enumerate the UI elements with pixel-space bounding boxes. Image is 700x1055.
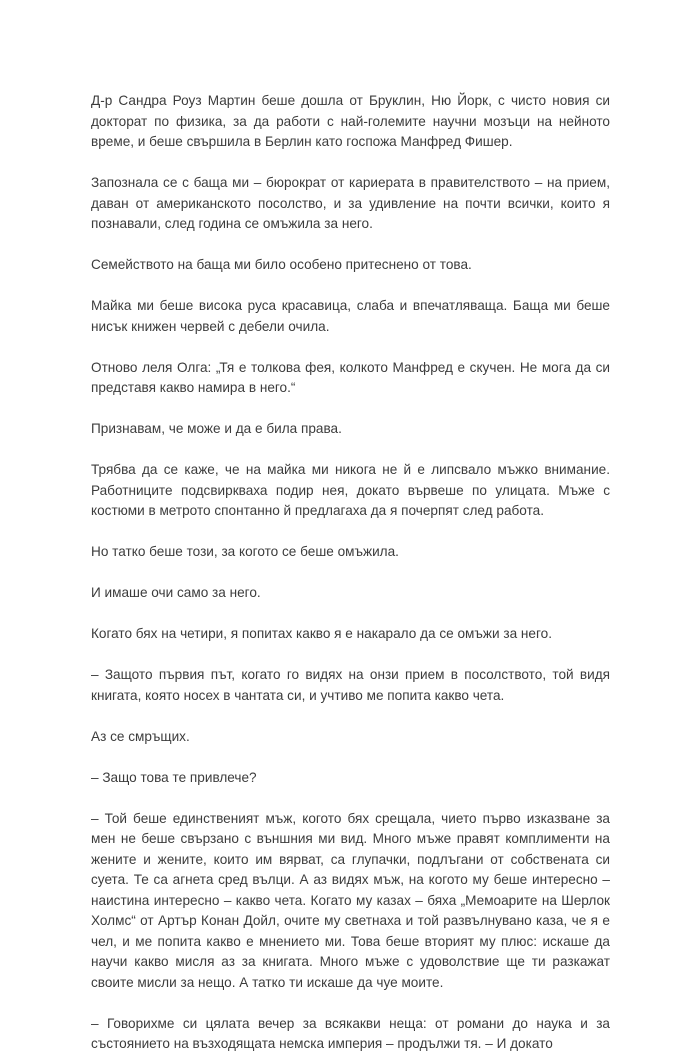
paragraph: Отново леля Олга: „Тя е толкова фея, колкото Манфред е скучен. Не мога да си представя какво намира в него.“ (91, 359, 610, 395)
paragraph: Д-р Сандра Роуз Мартин беше дошла от Бруклин, Ню Йорк, с чисто новия си докторат по физика, за да работи с най-големите научни мозъци на нейното време, и беше свършила в Берлин като госпожа Манфред Фишер. (91, 93, 610, 149)
paragraph: – Той беше единственият мъж, когото бях срещала, чието първо изказване за мен не беше свързано с външния ми вид. Много мъже правят комплименти на жените и жените, които им вярват, са глупачки, подлъгани от собствената си суета. Те са агнета сред вълци. А аз видях мъж, на когото му беше интересно – наистина интересно – какво чета. Когато му казах – бяха „Мемоарите на Шерлок Холмс“ от Артър Конан Дойл, очите му светнаха и той развълнувано каза, че я е чел, и ме попита какво е мнението ми. Това беше вторият му плюс: искаше да научи какво мисля аз за книгата. Много мъже с удоволствие ще ти разкажат своите мисли за нещо. А татко ти искаше да чуе моите. (91, 810, 610, 990)
paragraph: – Говорихме си цялата вечер за всякакви неща: от романи до наука и за състоянието на възходящата немска империя – продължи тя. – И докато (91, 1015, 610, 1051)
paragraph: Признавам, че може и да е била права. (91, 421, 342, 436)
paragraph: Когато бях на четири, я попитах какво я е накарало да се омъжи за него. (91, 626, 552, 641)
paragraph: – Защото първия път, когато го видях на онзи прием в посолството, той видя книгата, която носех в чантата си, и учтиво ме попита какво чета. (91, 667, 610, 703)
paragraph: – Защо това те привлече? (91, 769, 257, 785)
paragraph: Аз се смръщих. (91, 728, 190, 744)
paragraph: Трябва да се каже, че на майка ми никога не й е липсвало мъжко внимание. Работниците подсвиркваха подир нея, докато вървеше по улицата. Мъже с костюми в метрото спонтанно й предлагаха да я почерпят след работа. (91, 462, 610, 518)
body-text (91, 91, 610, 1055)
paragraph: Семейството на баща ми било особено притеснено от това. (91, 257, 472, 272)
paragraph: Запознала се с баща ми – бюрократ от кариерата в правителството – на прием, даван от американското посолство, и за удивление на почти всички, които я познавали, след година се омъжила за него. (91, 175, 610, 231)
paragraph: И имаше очи само за него. (91, 585, 261, 600)
paragraph: Майка ми беше висока руса красавица, слаба и впечатляваща. Баща ми беше нисък книжен червей с дебели очила. (91, 298, 610, 334)
paragraph: Но татко беше този, за когото се беше омъжила. (91, 544, 399, 559)
